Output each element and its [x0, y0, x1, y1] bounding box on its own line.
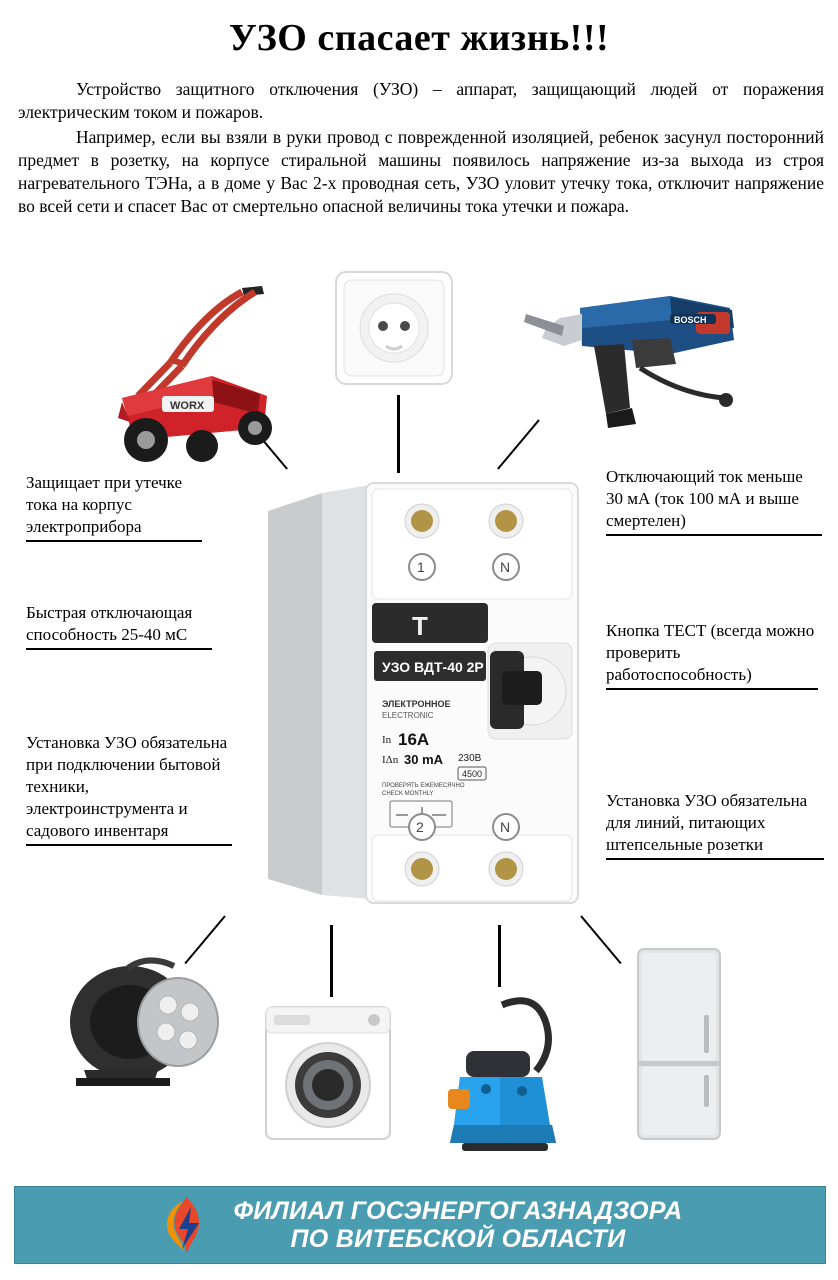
intro-paragraph-1: Устройство защитного отключения (УЗО) – аппарат, защищающий людей от поражения электрическим током и пожаров.	[18, 79, 824, 123]
callout-text: Установка УЗО обязательна при подключении бытовой техники, электроинструмента и садового инвентаря	[26, 732, 232, 846]
svg-text:N: N	[500, 559, 511, 575]
svg-text:N: N	[500, 819, 511, 835]
rcd-device-image	[262, 475, 582, 915]
lawn-mower-image	[92, 268, 302, 468]
footer-line-1: ФИЛИАЛ ГОСЭНЕРГОГАЗНАДЗОРА	[233, 1197, 683, 1225]
svg-text:In: In	[382, 734, 392, 746]
lightning-bolt-logo-icon	[157, 1195, 215, 1255]
svg-text:WORX: WORX	[170, 400, 205, 412]
intro-text	[18, 78, 824, 221]
svg-text:30 mA: 30 mA	[404, 752, 444, 767]
connector-washer	[330, 925, 333, 997]
svg-text:УЗО ВДТ-40 2Р: УЗО ВДТ-40 2Р	[382, 659, 484, 675]
callout-text: Кнопка ТЕСТ (всегда можно проверить работоспособность)	[606, 620, 818, 690]
callout-socket-lines	[606, 790, 824, 860]
svg-text:ПРОВЕРЯТЬ ЕЖЕМЕСЯЧНО: ПРОВЕРЯТЬ ЕЖЕМЕСЯЧНО	[382, 783, 465, 789]
wall-socket-image	[330, 268, 460, 390]
cable-reel-image	[58, 950, 223, 1095]
callout-text: Защищает при утечке тока на корпус электроприбора	[26, 472, 202, 542]
callout-fast-trip	[26, 602, 212, 650]
footer-line-2: ПО ВИТЕБСКОЙ ОБЛАСТИ	[290, 1225, 626, 1253]
callout-text: Отключающий ток меньше 30 мА (ток 100 мА и выше смертелен)	[606, 466, 822, 536]
impact-drill-image	[520, 268, 755, 443]
svg-text:ЭЛЕКТРОННОЕ: ЭЛЕКТРОННОЕ	[382, 699, 451, 709]
page-title: УЗО спасает жизнь!!!	[228, 17, 610, 59]
callout-trip-current	[606, 466, 822, 536]
svg-text:T: T	[412, 611, 428, 641]
footer-banner	[14, 1186, 826, 1264]
svg-text:230В: 230В	[458, 753, 482, 764]
svg-text:ELECTRONIC: ELECTRONIC	[382, 711, 434, 720]
footer-text	[233, 1197, 682, 1253]
callout-protects-leakage	[26, 472, 202, 542]
callout-test-button	[606, 620, 818, 690]
svg-text:CHECK MONTHLY: CHECK MONTHLY	[382, 791, 434, 797]
intro-paragraph-2: Например, если вы взяли в руки провод с поврежденной изоляцией, ребенок засунул посторонний предмет в розетку, на корпусе стиральной машины появилось напряжение из-за выхода из строя нагревательного ТЭНа, а в доме у Вас 2-х проводная сеть, УЗО уловит утечку тока, отключит напряжение во всей сети и спасет Вас от смертельно опасной величины тока утечки и пожара.	[18, 127, 824, 217]
svg-text:1: 1	[417, 559, 425, 575]
callout-text: Установка УЗО обязательна для линий, питающих штепсельные розетки	[606, 790, 824, 860]
svg-text:IΔn: IΔn	[382, 754, 399, 766]
callout-text: Быстрая отключающая способность 25-40 мС	[26, 602, 212, 650]
svg-text:BOSCH: BOSCH	[674, 315, 707, 325]
washing-machine-image	[258, 995, 398, 1145]
water-pump-image	[430, 985, 585, 1160]
connector-fridge	[580, 915, 621, 964]
connector-socket	[397, 395, 400, 473]
svg-text:4500: 4500	[462, 769, 483, 779]
svg-text:2: 2	[416, 819, 424, 835]
callout-mandatory-install	[26, 732, 232, 846]
refrigerator-image	[630, 945, 728, 1145]
connector-pump	[498, 925, 501, 987]
svg-text:16A: 16A	[398, 730, 430, 749]
